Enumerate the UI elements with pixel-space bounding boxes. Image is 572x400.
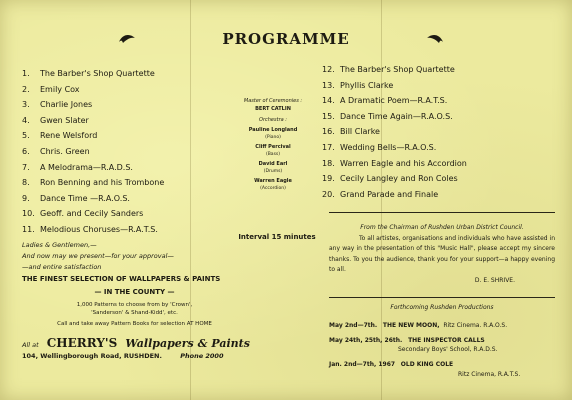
orchestra-member [236, 127, 310, 142]
programme-title: PROGRAMME [222, 30, 350, 48]
advert-greeting: Ladies & Gentlemen,— [22, 241, 97, 249]
orchestra-member [236, 178, 310, 193]
item-number: 1. [22, 69, 30, 78]
item-title: Warren Eagle and his Accordion [340, 158, 467, 168]
shop-address: 104, Wellingborough Road, RUSHDEN. [22, 352, 162, 360]
chairman-heading: From the Chairman of Rushden Urban District Council. [360, 224, 524, 231]
programme-item [22, 144, 164, 160]
item-number: 8. [22, 178, 30, 188]
advert-line: —and entire satisfaction [22, 263, 102, 271]
item-title: Cecily Langley and Ron Coles [340, 174, 458, 184]
item-number: 4. [22, 115, 30, 125]
orchestra-member [236, 144, 310, 159]
shop-name: CHERRY'S [46, 336, 118, 350]
advert-patterns: 'Sanderson' & Shand-Kidd', etc. [91, 310, 178, 316]
advert-home: Call and take away Pattern Books for selection AT HOME [57, 321, 212, 327]
mc-role: Master of Ceremonies : [243, 98, 303, 104]
forthcoming-item [329, 337, 485, 344]
item-number: 12. [322, 65, 335, 74]
programme-item [322, 78, 467, 94]
item-title: Rene Welsford [40, 131, 98, 141]
item-title: Melodious Choruses—R.A.T.S. [40, 224, 158, 234]
programme-item [322, 171, 467, 187]
advert-headline: THE FINEST SELECTION OF WALLPAPERS & PAINTS [22, 275, 221, 283]
shop-phone: Phone 2000 [180, 352, 224, 360]
programme-item [22, 222, 164, 238]
programme-item [322, 187, 467, 203]
programme-item [22, 206, 164, 222]
mc-name: BERT CATLIN [255, 105, 291, 112]
programme-item [22, 160, 164, 176]
member-name: David Earl [258, 160, 288, 167]
item-title: The Barber's Shop Quartette [340, 65, 455, 74]
item-title: Gwen Slater [40, 115, 89, 125]
item-title: The Barber's Shop Quartette [40, 69, 155, 78]
divider [329, 212, 555, 213]
item-title: Bill Clarke [340, 127, 380, 137]
programme-item [22, 175, 164, 191]
item-number: 10. [22, 209, 35, 219]
advert-address [22, 352, 223, 360]
chairman-message [329, 223, 555, 286]
cast-panel [236, 98, 310, 195]
forthcoming-venue: Ritz Cinema, R.A.T.S. [458, 371, 521, 378]
member-name: Pauline Longland [248, 126, 298, 133]
chairman-body: To all artistes, organisations and individuals who have assisted in any way in the presentation of this "Music Hall", please accept my sincere thanks. To you the audience, thank you for your support—a happy evening to all. [329, 234, 555, 273]
shop-tagline: Wallpapers & Paints [125, 337, 250, 350]
item-number: 20. [322, 189, 335, 199]
item-title: A Melodrama—R.A.D.S. [40, 162, 133, 172]
item-number: 14. [322, 96, 335, 106]
item-number: 16. [322, 127, 335, 137]
item-number: 9. [22, 193, 30, 203]
item-number: 11. [22, 224, 35, 234]
programme-list-left [22, 66, 164, 238]
item-number: 6. [22, 146, 30, 156]
forthcoming-title: THE INSPECTOR CALLS [408, 337, 485, 344]
member-name: Warren Eagle [254, 177, 292, 184]
programme-item [322, 124, 467, 140]
member-instrument: (Accordion) [260, 186, 286, 191]
item-title: Dance Time Again—R.A.O.S. [340, 111, 453, 121]
item-title: Emily Cox [40, 84, 80, 94]
programme-item [322, 156, 467, 172]
item-number: 7. [22, 162, 30, 172]
orchestra-members [236, 127, 310, 193]
item-title: Wedding Bells—R.A.O.S. [340, 142, 437, 152]
item-number: 17. [322, 142, 335, 152]
forthcoming-item [329, 322, 507, 329]
member-name: Cliff Percival [255, 143, 291, 150]
interval-note: Interval 15 minutes [238, 233, 316, 241]
item-title: Dance Time —R.A.O.S. [40, 193, 130, 203]
advert-line: And now may we present—for your approval— [22, 252, 174, 260]
orchestra-member [236, 161, 310, 176]
programme-item [322, 93, 467, 109]
programme-item [322, 109, 467, 125]
forthcoming-title: THE NEW MOON, [382, 322, 440, 329]
divider [329, 297, 555, 298]
forthcoming-dates: Jan. 2nd—7th, 1967 [329, 361, 396, 368]
item-number: 13. [322, 80, 335, 90]
forthcoming-dates: May 24th, 25th, 26th. [329, 337, 403, 344]
chairman-signature: D. E. SHRIVE. [474, 276, 515, 284]
member-instrument: (Piano) [265, 135, 281, 140]
programme-item [22, 97, 164, 113]
programme-item [22, 82, 164, 98]
item-number: 15. [322, 111, 335, 121]
forthcoming-dates: May 2nd—7th. [329, 322, 378, 329]
item-title: Phyllis Clarke [340, 80, 394, 90]
programme-list-right [322, 62, 467, 202]
item-number: 18. [322, 158, 335, 168]
item-number: 3. [22, 100, 30, 110]
advert-patterns: 1,000 Patterns to choose from by 'Crown', [76, 302, 193, 308]
item-number: 2. [22, 84, 30, 94]
item-title: Chris. Green [40, 146, 90, 156]
item-number: 5. [22, 131, 30, 141]
advert-shop [22, 332, 250, 351]
item-number: 19. [322, 174, 335, 184]
forthcoming-venue: Secondary Boys' School, R.A.D.S. [398, 346, 498, 353]
item-title: Ron Benning and his Trombone [40, 178, 165, 188]
member-instrument: (Bass) [265, 152, 281, 157]
forthcoming-item [329, 361, 453, 368]
forthcoming-venue: Ritz Cinema. R.A.O.S. [443, 322, 508, 329]
item-title: A Dramatic Poem—R.A.T.S. [340, 96, 448, 106]
item-title: Grand Parade and Finale [340, 189, 439, 199]
item-title: Charlie Jones [40, 100, 93, 110]
orchestra-label: Orchestra : [259, 117, 287, 123]
forthcoming-title: OLD KING COLE [400, 361, 454, 368]
programme-item [22, 66, 164, 82]
programme-item [22, 128, 164, 144]
member-instrument: (Drums) [263, 169, 283, 174]
programme-item [22, 191, 164, 207]
advert-subhead: — IN THE COUNTY — [94, 288, 175, 296]
programme-item [322, 140, 467, 156]
programme-item [22, 113, 164, 129]
item-title: Geoff. and Cecily Sanders [40, 209, 144, 219]
advert-all-at: All at [22, 341, 39, 349]
programme-item [322, 62, 467, 78]
forthcoming-heading: Forthcoming Rushden Productions [390, 304, 494, 311]
